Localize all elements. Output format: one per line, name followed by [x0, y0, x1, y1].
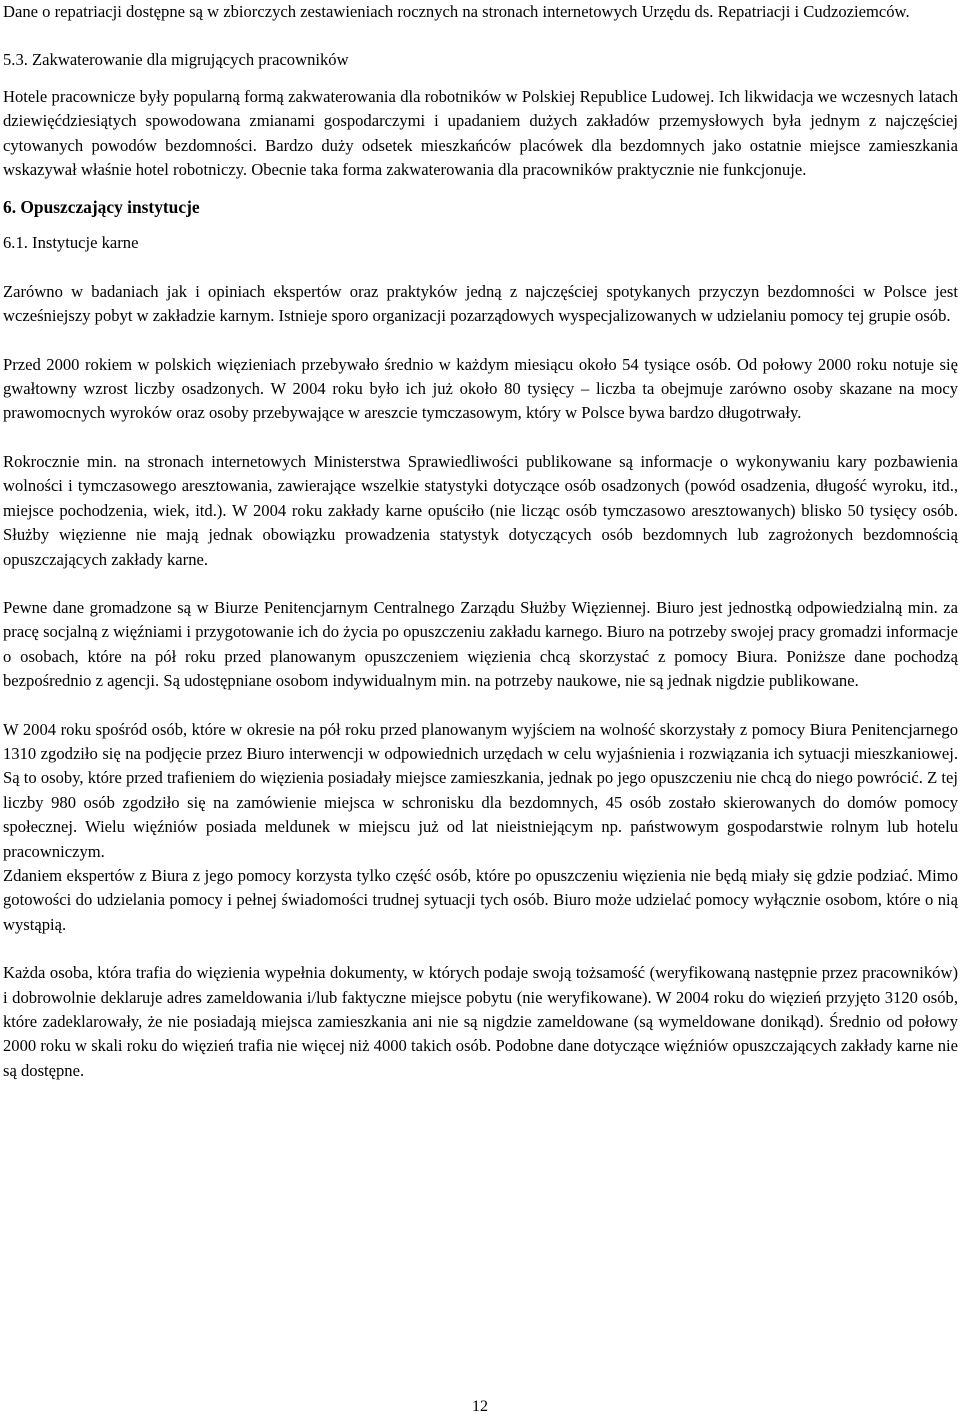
- paragraph-intake-documents: Każda osoba, która trafia do więzienia wypełnia dokumenty, w których podaje swoją tożsamość (weryfikowaną następnie przez pracowników) i dobrowolnie deklaruje adres zameldowania i/lub faktyczne miejsce pobytu (nie weryfikowane). W 2004 roku do więzień przyjęto 3120 osób, które zadeklarowały, że nie posiadają miejsca zamieszkania ani nie są nigdzie zameldowane (są wymeldowane donikąd). Średnio od połowy 2000 roku w skali roku do więzień trafia nie więcej niż 4000 takich osób. Podobne dane dotyczące więźniów opuszczających zakłady karne nie są dostępne.: [3, 963, 958, 1080]
- section-5-3-paragraph: Hotele pracownicze były popularną formą zakwaterowania dla robotników w Polskiej Republice Ludowej. Ich likwidacja we wczesnych latach dziewięćdziesiątych spowodowana zmianami gospodarczymi i upadaniem dużych zakładów przemysłowych była jednym z najczęściej cytowanych powodów bezdomności. Bardzo duży odsetek mieszkańców placówek dla bezdomnych jako ostatnie miejsce zamieszkania wskazywał właśnie hotel robotniczy. Obecnie taka forma zakwaterowania dla pracowników praktycznie nie funkcjonuje.: [3, 86, 958, 180]
- section-6-heading: 6. Opuszczający instytucje: [3, 197, 200, 218]
- intro-paragraph: Dane o repatriacji dostępne są w zbiorczych zestawieniach rocznych na stronach internetowych Urzędu ds. Repatriacji i Cudzoziemców.: [3, 2, 910, 21]
- paragraph-prison-homelessness-cause: Zarówno w badaniach jak i opiniach ekspertów oraz praktyków jedną z najczęściej spotykanych przyczyn bezdomności w Polsce jest wcześniejszy pobyt w zakładzie karnym. Istnieje sporo organizacji pozarządowych wyspecjalizowanych w udzielaniu pomocy tej grupie osób.: [3, 281, 958, 326]
- section-6-1-heading: 6.1. Instytucje karne: [3, 233, 139, 253]
- paragraph-penitentiary-bureau: Pewne dane gromadzone są w Biurze Penitencjarnym Centralnego Zarządu Służby Więziennej. Biuro jest jednostką odpowiedzialną min. za pracę socjalną z więźniami i przygotowanie ich do życia po opuszczeniu zakładu karnego. Biuro na potrzeby swojej pracy gromadzi informacje o osobach, które na pół roku przed planowanym opuszczeniem więzienia chcą skorzystać z pomocy Biura. Poniższe dane pochodzą bezpośrednio z agencji. Są udostępniane osobom indywidualnym min. na potrzeby naukowe, nie są jednak nigdzie publikowane.: [3, 597, 958, 691]
- section-5-3-heading: 5.3. Zakwaterowanie dla migrujących pracowników: [3, 50, 349, 70]
- page-number: 12: [472, 1398, 488, 1415]
- paragraph-2004-assistance: W 2004 roku spośród osób, które w okresie na pół roku przed planowanym wyjściem na wolność skorzystały z pomocy Biura Penitencjarnego 1310 zgodziło się na podjęcie przez Biuro interwencji w odpowiednich urzędach w celu wyjaśnienia i rozwiązania ich sytuacji mieszkaniowej. Są to osoby, które przed trafieniem do więzienia posiadały miejsce zamieszkania, jednak po jego opuszczeniu nie chcą do niego powrócić. Z tej liczby 980 osób zgodziło się na zamówienie miejsca w schronisku dla bezdomnych, 45 osób zostało skierowanych do domów pomocy społecznej. Wielu więźniów posiada meldunek w miejscu już od lat nieistniejącym np. państwowym gospodarstwie rolnym lub hotelu pracowniczym.: [3, 719, 958, 861]
- paragraph-prison-population: Przed 2000 rokiem w polskich więzieniach przebywało średnio w każdym miesiącu około 54 tysiące osób. Od połowy 2000 roku notuje się gwałtowny wzrost liczby osadzonych. W 2004 roku było ich już około 80 tysięcy – liczba ta obejmuje zarówno osoby skazane na mocy prawomocnych wyroków oraz osoby przebywające w areszcie tymczasowym, który w Polsce bywa bardzo długotrwały.: [3, 354, 958, 423]
- document-page: [3, 0, 958, 1083]
- paragraph-expert-opinion: Zdaniem ekspertów z Biura z jego pomocy korzysta tylko część osób, które po opuszczeniu więzienia nie będą miały się gdzie podziać. Mimo gotowości do udzielania pomocy i pełnej świadomości trudnej sytuacji tych osób. Biuro może udzielać pomocy wyłącznie osobom, które o nią wystąpią.: [3, 865, 958, 934]
- paragraph-ministry-statistics: Rokrocznie min. na stronach internetowych Ministerstwa Sprawiedliwości publikowane są informacje o wykonywaniu kary pozbawienia wolności i tymczasowego aresztowania, zawierające wszelkie statystyki dotyczące osób osadzonych (powód osadzenia, długość wyroku, itd., miejsce pochodzenia, wiek, itd.). W 2004 roku zakłady karne opuściło (nie licząc osób tymczasowo aresztowanych) blisko 50 tysięcy osób. Służby więzienne nie mają jednak obowiązku prowadzenia statystyk dotyczących osób bezdomnych lub zagrożonych bezdomnością opuszczających zakłady karne.: [3, 451, 958, 569]
